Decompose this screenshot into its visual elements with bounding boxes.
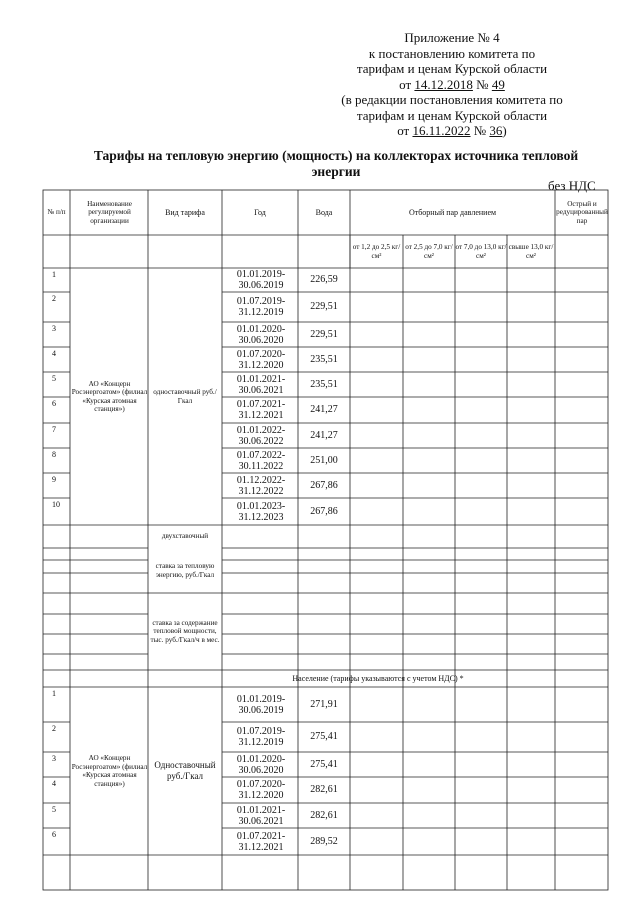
- row-water-value: 282,61: [310, 809, 338, 821]
- revision-date: 16.11.2022: [412, 123, 471, 138]
- text: №: [470, 123, 490, 138]
- row-period: 01.07.2019-31.12.2019: [236, 726, 286, 748]
- appendix-line: тарифам и ценам Курской области: [356, 107, 548, 123]
- row-water-value: 251,00: [310, 454, 338, 466]
- row-water-value: 241,27: [310, 404, 338, 415]
- header-sharp-steam: Острый и редуцированный пар: [556, 199, 608, 225]
- rate-heat: ставка за тепловую энергию, руб./Гкал: [155, 562, 215, 579]
- row-period: 01.01.2019-30.06.2019: [236, 269, 286, 291]
- row-number: 3: [52, 324, 56, 333]
- row-number: 1: [52, 270, 56, 279]
- tariff-type-single: одноставочный руб./Гкал: [153, 388, 217, 405]
- tariff-type-population: Одноставочный руб./Гкал: [154, 760, 216, 781]
- row-period: 01.01.2022-30.06.2022: [236, 424, 286, 447]
- row-number: 5: [52, 805, 56, 814]
- header-num: № п/п: [47, 208, 66, 217]
- row-number: 6: [52, 830, 56, 839]
- row-water-value: 267,86: [310, 505, 338, 517]
- row-period: 01.07.2020-31.12.2020: [236, 348, 286, 371]
- row-period: 01.07.2019-31.12.2019: [236, 296, 286, 318]
- row-number: 8: [52, 450, 56, 459]
- row-number: 3: [52, 754, 56, 763]
- vat-note: без НДС: [548, 178, 596, 193]
- header-tariff-type: Вид тарифа: [165, 207, 205, 217]
- row-period: 01.01.2020-30.06.2020: [236, 753, 286, 776]
- row-number: 4: [52, 349, 56, 358]
- row-number: 9: [52, 475, 56, 484]
- text: №: [472, 76, 492, 92]
- row-period: 01.01.2021-30.06.2021: [236, 804, 286, 827]
- appendix-line: (в редакции постановления комитета по: [341, 92, 563, 107]
- org-name-population: АО «Концерн Росэнергоатом» (филиал «Курская атомная станция»): [71, 754, 148, 788]
- header-water: Вода: [315, 207, 333, 217]
- header-pressure-2: от 2,5 до 7,0 кг/см²: [405, 243, 453, 260]
- row-water-value: 275,41: [310, 758, 338, 770]
- row-number: 5: [52, 374, 56, 383]
- appendix-line: Приложение № 4: [404, 30, 500, 45]
- text: ): [502, 123, 507, 138]
- header-steam: Отборный пар давлением: [408, 207, 497, 217]
- row-water-value: 226,59: [310, 274, 338, 285]
- appendix-line: тарифам и ценам Курской области: [356, 61, 548, 76]
- row-water-value: 229,51: [310, 301, 338, 312]
- row-water-value: 289,52: [310, 835, 338, 847]
- header-pressure-3: от 7,0 до 13,0 кг/см²: [455, 243, 507, 260]
- row-period: 01.07.2022-30.11.2022: [236, 449, 286, 472]
- org-name: АО «Концерн Росэнергоатом» (филиал «Курская атомная станция»): [71, 379, 148, 413]
- row-number: 2: [52, 294, 56, 303]
- row-water-value: 282,61: [310, 784, 338, 795]
- revision-number: 36: [489, 123, 503, 138]
- row-water-value: 275,41: [310, 731, 338, 742]
- row-number: 1: [52, 689, 56, 698]
- appendix-line: к постановлению комитета по: [368, 45, 536, 61]
- two-part-tariff: двухставочный: [161, 532, 209, 541]
- row-period: 01.01.2019-30.06.2019: [236, 693, 286, 716]
- row-water-value: 235,51: [310, 353, 338, 365]
- header-pressure-1: от 1,2 до 2,5 кг/см²: [352, 243, 401, 260]
- row-number: 7: [52, 425, 56, 434]
- row-number: 10: [52, 500, 60, 509]
- row-water-value: 271,91: [310, 698, 338, 710]
- header-pressure-4: свыше 13,0 кг/см²: [508, 243, 554, 260]
- header-org: Наименование регулируемой организации: [87, 199, 132, 225]
- rate-capacity: ставка за содержание тепловой мощности, тыс. руб./Гкал/ч в мес.: [150, 618, 220, 644]
- row-number: 4: [52, 779, 56, 788]
- row-water-value: 267,86: [310, 479, 338, 491]
- page-title: Тарифы на тепловую энергию (мощность) на коллекторах источника тепловой энергии: [93, 148, 579, 179]
- row-period: 01.12.2022-31.12.2022: [236, 474, 286, 497]
- row-period: 01.07.2021-31.12.2021: [236, 830, 286, 853]
- row-period: 01.07.2020-31.12.2020: [236, 779, 286, 801]
- text: от: [399, 76, 415, 92]
- population-header: Население (тарифы указываются с учетом НДС) *: [292, 674, 464, 683]
- row-period: 01.07.2021-31.12.2021: [236, 399, 286, 421]
- text: от: [397, 123, 413, 138]
- decree-number: 49: [491, 76, 505, 92]
- row-period: 01.01.2021-30.06.2021: [236, 373, 286, 396]
- header-year: Год: [254, 207, 266, 217]
- row-number: 2: [52, 724, 56, 733]
- row-water-value: 229,51: [310, 328, 338, 340]
- row-period: 01.01.2023-31.12.2023: [236, 500, 286, 523]
- row-water-value: 235,51: [310, 378, 338, 390]
- row-water-value: 241,27: [310, 429, 338, 441]
- decree-date: 14.12.2018: [414, 76, 473, 92]
- row-number: 6: [52, 399, 56, 408]
- row-period: 01.01.2020-30.06.2020: [236, 323, 286, 346]
